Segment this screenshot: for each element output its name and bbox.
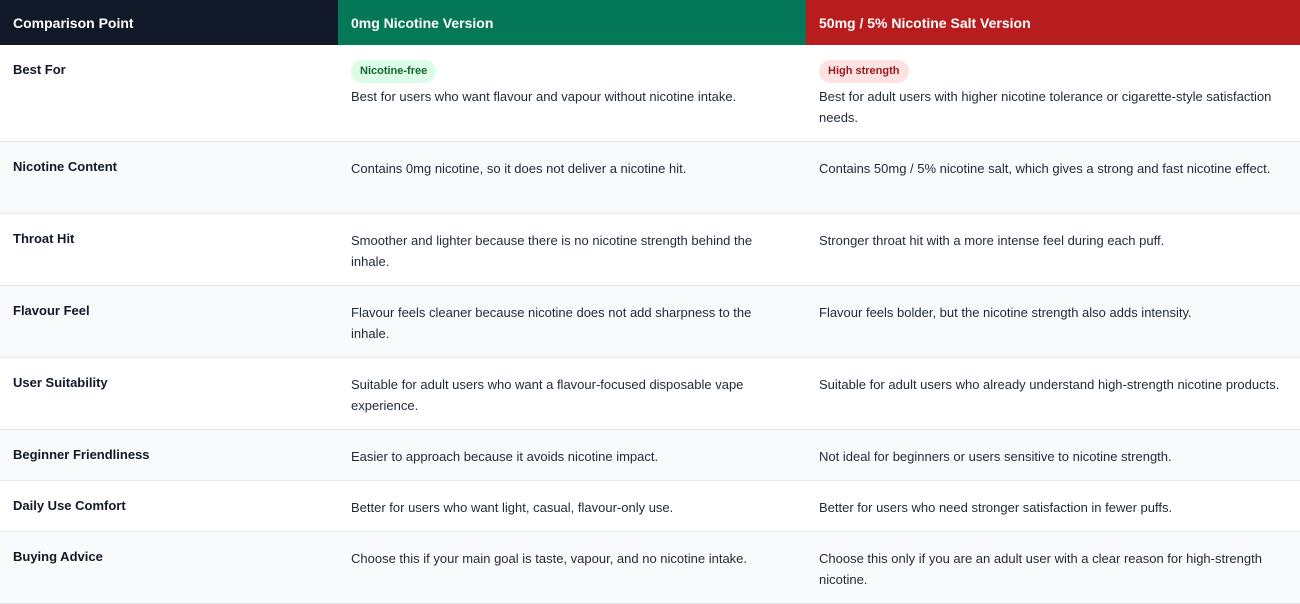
cell-0mg [338, 45, 806, 142]
cell-50mg: Flavour feels bolder, but the nicotine strength also adds intensity. [806, 286, 1300, 358]
row-label: Best For [0, 45, 338, 142]
row-label: Daily Use Comfort [0, 481, 338, 532]
table-row-throat-hit [0, 214, 1300, 286]
table-row-daily-use-comfort [0, 481, 1300, 532]
cell-50mg: Stronger throat hit with a more intense feel during each puff. [806, 214, 1300, 286]
cell-50mg: Not ideal for beginners or users sensitive to nicotine strength. [806, 430, 1300, 481]
row-label: Flavour Feel [0, 286, 338, 358]
cell-0mg: Smoother and lighter because there is no nicotine strength behind the inhale. [338, 214, 806, 286]
table-row-nicotine-content [0, 142, 1300, 214]
cell-0mg: Flavour feels cleaner because nicotine does not add sharpness to the inhale. [338, 286, 806, 358]
header-50mg-version: 50mg / 5% Nicotine Salt Version [806, 0, 1300, 45]
cell-0mg: Contains 0mg nicotine, so it does not deliver a nicotine hit. [338, 142, 806, 214]
nicotine-free-badge: Nicotine-free [351, 60, 436, 83]
cell-0mg: Suitable for adult users who want a flavour-focused disposable vape experience. [338, 358, 806, 430]
cell-0mg: Better for users who want light, casual, flavour-only use. [338, 481, 806, 532]
table-row-user-suitability [0, 358, 1300, 430]
row-label: Buying Advice [0, 532, 338, 604]
cell-text: Best for adult users with higher nicotine tolerance or cigarette-style satisfaction needs. [819, 89, 1272, 125]
cell-text: Best for users who want flavour and vapour without nicotine intake. [351, 89, 737, 104]
table-row-flavour-feel [0, 286, 1300, 358]
high-strength-badge: High strength [819, 60, 909, 83]
table-row-best-for [0, 45, 1300, 142]
header-comparison-point: Comparison Point [0, 0, 338, 45]
row-label: Beginner Friendliness [0, 430, 338, 481]
cell-0mg: Easier to approach because it avoids nicotine impact. [338, 430, 806, 481]
table-row-buying-advice [0, 532, 1300, 604]
row-label: Throat Hit [0, 214, 338, 286]
cell-0mg: Choose this if your main goal is taste, vapour, and no nicotine intake. [338, 532, 806, 604]
cell-50mg: Better for users who need stronger satisfaction in fewer puffs. [806, 481, 1300, 532]
cell-50mg: Contains 50mg / 5% nicotine salt, which gives a strong and fast nicotine effect. [806, 142, 1300, 214]
row-label: Nicotine Content [0, 142, 338, 214]
cell-50mg: Suitable for adult users who already understand high-strength nicotine products. [806, 358, 1300, 430]
header-row [0, 0, 1300, 45]
row-label: User Suitability [0, 358, 338, 430]
table-row-beginner-friendliness [0, 430, 1300, 481]
header-0mg-version: 0mg Nicotine Version [338, 0, 806, 45]
cell-50mg: Choose this only if you are an adult user with a clear reason for high-strength nicotine. [806, 532, 1300, 604]
table-body [0, 45, 1300, 604]
table-header [0, 0, 1300, 45]
cell-50mg [806, 45, 1300, 142]
